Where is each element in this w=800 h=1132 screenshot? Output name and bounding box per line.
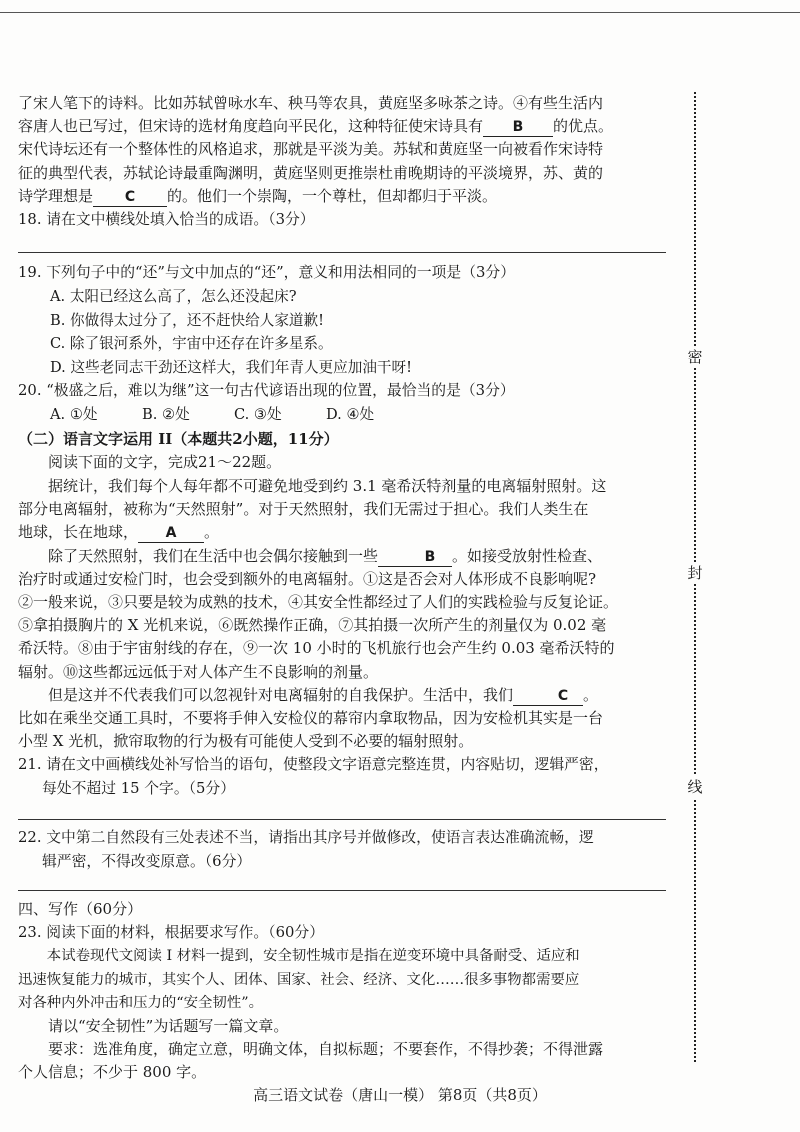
q23-requirements: 个人信息；不少于 800 字。 xyxy=(18,1063,207,1082)
passage-a-line: 征的典型代表，苏轼论诗最重陶渊明，黄庭坚则更推崇杜甫晚期诗的平淡境界，苏、黄的 xyxy=(18,163,604,182)
question-22-line1: 22. 文中第二自然段有三处表述不当，请指出其序号并做修改，使语言表达准确流畅，逻 xyxy=(18,829,594,847)
blank-b2: B xyxy=(378,548,452,567)
q19-option-b: B. 你做得太过分了，还不赶快给人家道歉! xyxy=(50,311,324,329)
passage-b-line: 除了天然照射，我们在生活中也会偶尔接触到一些 B 。如接受放射性检查、 xyxy=(48,546,603,565)
passage-b-line: 据统计，我们每个人每年都不可避免地受到约 3.1 毫希沃特剂量的电离辐射照射。这 xyxy=(48,476,607,495)
binding-label-mi: 密 xyxy=(684,346,706,368)
question-23-stem: 23. 阅读下面的材料，根据要求写作。（60分） xyxy=(18,924,325,942)
q20-option-a: A. ①处 xyxy=(50,406,98,424)
answer-line-21 xyxy=(18,819,666,820)
answer-line-18 xyxy=(18,252,666,253)
passage-a-line: 容唐人也已写过，但宋诗的选材角度趋向平民化，这种特征使宋诗具有 B 的优点。 xyxy=(18,117,614,136)
passage-b-line: 辐射。⑩这些都远远低于对人体产生不良影响的剂量。 xyxy=(18,662,379,681)
question-20-stem: 20. “极盛之后，难以为继”这一句古代谚语出现的位置，最恰当的是（3分） xyxy=(18,382,515,400)
q23-material: 迅速恢复能力的城市，其实个人、团体、国家、社会、经济、文化……很多事物都需要应 xyxy=(18,971,580,988)
q20-option-b: B. ②处 xyxy=(142,406,190,424)
section-2-intro: 阅读下面的文字，完成21～22题。 xyxy=(48,453,282,472)
passage-b-line: 地球，长在地球， A 。 xyxy=(18,523,220,542)
q20-options xyxy=(18,403,666,427)
q19-option-c: C. 除了银河系外，宇宙中还存在许多星系。 xyxy=(50,335,333,353)
passage-b-line: 比如在乘坐交通工具时，不要将手伸入安检仪的幕帘内拿取物品，因为安检机其实是一台 xyxy=(18,709,604,728)
passage-b-line: 治疗时或通过安检门时，也会受到额外的电离辐射。①这是否会对人体形成不良影响呢? xyxy=(18,569,597,588)
passage-a-line: 宋代诗坛还有一个整体性的风格追求，那就是平淡为美。苏轼和黄庭坚一向被看作宋诗特 xyxy=(18,140,604,159)
passage-b-line: 希沃特。⑧由于宇宙射线的存在，⑨一次 10 小时的飞机旅行也会产生约 0.03 毫希沃特的 xyxy=(18,639,615,658)
q23-material: 本试卷现代文阅读 I 材料一提到，安全韧性城市是指在逆变环境中具备耐受、适应和 xyxy=(46,948,580,965)
q23-prompt: 请以“安全韧性”为话题写一篇文章。 xyxy=(48,1017,289,1036)
page-footer: 高三语文试卷（唐山一模） 第8页（共8页） xyxy=(253,1086,547,1104)
q20-option-d: D. ④处 xyxy=(326,406,375,424)
question-19-stem: 19. 下列句子中的“还”与文中加点的“还”，意义和用法相同的一项是（3分） xyxy=(18,264,516,282)
blank-a: A xyxy=(138,524,204,543)
passage-b-line: 小型 X 光机，掀帘取物的行为极有可能使人受到不必要的辐射照射。 xyxy=(18,732,474,751)
passage-b-line: 部分电离辐射，被称为“天然照射”。对于天然照射，我们无需过于担心。我们人类生在 xyxy=(18,500,589,519)
q23-material: 对各种内外冲击和压力的“安全韧性”。 xyxy=(18,994,263,1011)
passage-a-line: 诗学理想是 C 的。他们一个崇陶，一个尊杜，但却都归于平淡。 xyxy=(18,186,498,205)
q23-requirements: 要求：选准角度，确定立意，明确文体，自拟标题；不要套作，不得抄袭；不得泄露 xyxy=(48,1040,604,1059)
page-content xyxy=(18,92,666,1085)
blank-c: C xyxy=(93,188,167,207)
passage-b-line: ②一般来说，③只要是较为成熟的技术，④其安全性都经过了人们的实践检验与反复论证。 xyxy=(18,593,619,611)
answer-line-22 xyxy=(18,890,666,891)
q19-option-d: D. 这些老同志干劲还这样大，我们年青人更应加油干呀! xyxy=(50,358,412,376)
blank-c2: C xyxy=(513,687,583,706)
question-21-line1: 21. 请在文中画横线处补写恰当的语句，使整段文字语意完整连贯，内容贴切，逻辑严密， xyxy=(18,756,609,774)
top-edge-line xyxy=(0,12,800,13)
binding-label-feng: 封 xyxy=(684,562,706,584)
passage-b-line: 但是这并不代表我们可以忽视针对电离辐射的自我保护。生活中，我们 C 。 xyxy=(48,685,599,704)
q20-option-c: C. ③处 xyxy=(234,406,282,424)
passage-b-line: ⑤拿拍摄胸片的 X 光机来说，⑥既然操作正确，⑦其拍摄一次所产生的剂量仅为 0.02 毫 xyxy=(18,616,607,635)
q19-option-a: A. 太阳已经这么高了，怎么还没起床? xyxy=(50,288,297,306)
passage-a-line: 了宋人笔下的诗料。比如苏轼曾咏水车、秧马等农具，黄庭坚多咏茶之诗。④有些生活内 xyxy=(18,94,604,112)
binding-label-xian: 线 xyxy=(684,776,706,798)
question-21-line2: 每处不超过 15 个字。（5分） xyxy=(42,780,236,798)
question-18: 18. 请在文中横线处填入恰当的成语。（3分） xyxy=(18,211,315,229)
blank-b: B xyxy=(483,118,553,137)
section-4-title: 四、写作（60分） xyxy=(18,900,143,919)
section-2-title: （二）语言文字运用 II（本题共2小题，11分） xyxy=(18,430,339,449)
question-22-line2: 辑严密，不得改变原意。（6分） xyxy=(42,853,252,871)
